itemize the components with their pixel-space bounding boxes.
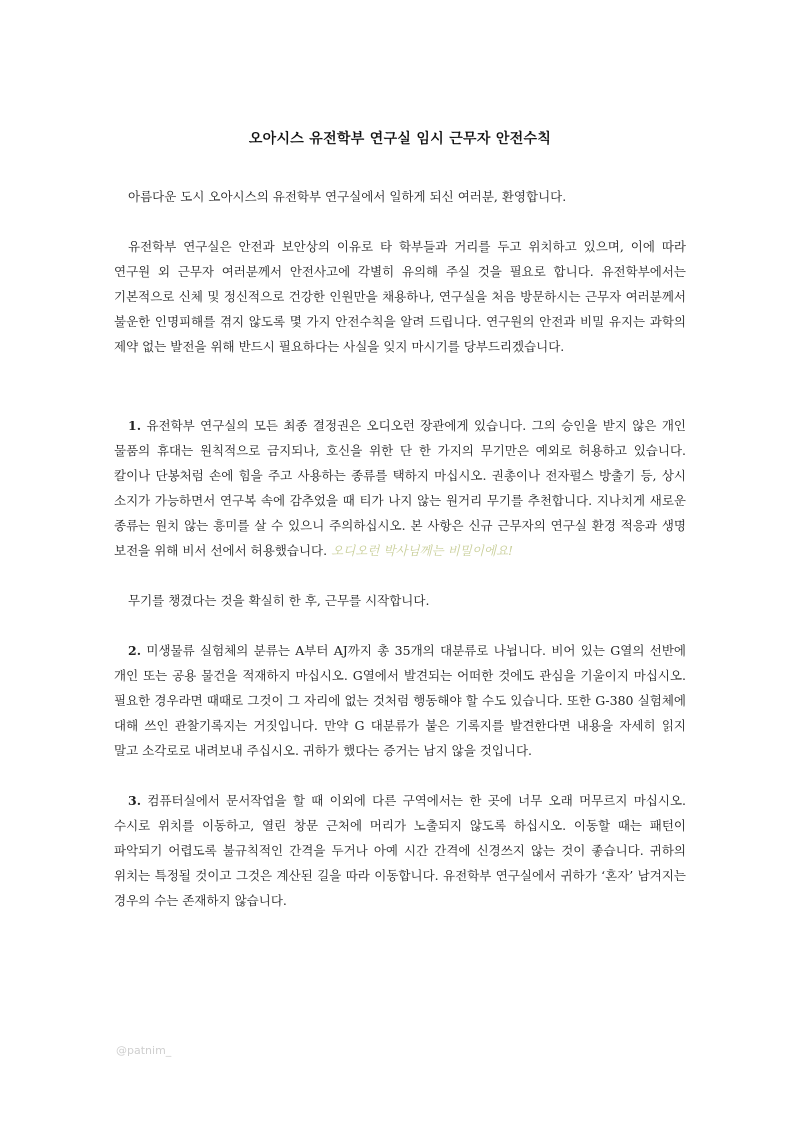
greeting-paragraph: 아름다운 도시 오아시스의 유전학부 연구실에서 일하게 되신 여러분, 환영합니다. (128, 189, 567, 204)
document-page (114, 128, 686, 913)
rule-1-hidden-note: 오디오런 박사님께는 비밀이에요! (331, 543, 514, 558)
rule-2-text: 미생물류 실험체의 분류는 A부터 AJ까지 총 35개의 대분류로 나뉩니다. 비어 있는 G열의 선반에 개인 또는 공용 물건을 적재하지 마십시오. G열에서 발견되는 어떠한 것에도 관심을 기울이지 마십시오. 필요한 경우라면 때때로 그것이 그 자리에 없는 것처럼 행동해야 할 수도 있습니다. 또한 G-380 실험체에 대해 쓰인 관찰기록지는 거짓입니다. 만약 G 대분류가 붙은 기록지를 발견한다면 내용을 자세히 읽지 말고 소각로로 내려보내 주십시오. 귀하가 했다는 증거는 남지 않을 것입니다. (114, 643, 686, 758)
document-title: 오아시스 유전학부 연구실 임시 근무자 안전수칙 (248, 131, 552, 147)
rule-2-number: 2. (128, 643, 142, 658)
rule-3-number: 3. (128, 793, 142, 808)
interlude-paragraph: 무기를 챙겼다는 것을 확실히 한 후, 근무를 시작합니다. (128, 593, 430, 608)
rule-2-paragraph (114, 638, 686, 763)
rule-1-paragraph (114, 413, 686, 563)
rule-3-paragraph (114, 788, 686, 913)
rule-1-number: 1. (128, 418, 142, 433)
rule-1-text: 유전학부 연구실의 모든 최종 결정권은 오디오런 장관에게 있습니다. 그의 승인을 받지 않은 개인 물품의 휴대는 원칙적으로 금지되나, 호신을 위한 단 한 가지의 무기만은 예외로 허용하고 있습니다. 칼이나 단봉처럼 손에 힘을 주고 사용하는 종류를 택하지 마십시오. 권총이나 전자펄스 방출기 등, 상시 소지가 가능하면서 연구복 속에 감추었을 때 티가 나지 않는 원거리 무기를 추천합니다. 지나치게 새로운 종류는 원치 않는 흥미를 살 수 있으니 주의하십시오. 본 사항은 신규 근무자의 연구실 환경 적응과 생명 보전을 위해 비서 선에서 허용했습니다. (114, 418, 686, 558)
author-watermark: @patnim_ (116, 1044, 172, 1057)
rule-3-text: 컴퓨터실에서 문서작업을 할 때 이외에 다른 구역에서는 한 곳에 너무 오래 머무르지 마십시오. 수시로 위치를 이동하고, 열린 창문 근처에 머리가 노출되지 않도록 하십시오. 이동할 때는 패턴이 파악되기 어렵도록 불규칙적인 간격을 두거나 아예 시간 간격에 신경쓰지 않는 것이 좋습니다. 귀하의 위치는 특정될 것이고 그것은 계산된 길을 따라 이동합니다. 유전학부 연구실에서 귀하가 ‘혼자’ 남겨지는 경우의 수는 존재하지 않습니다. (114, 793, 686, 908)
intro-paragraph: 유전학부 연구실은 안전과 보안상의 이유로 타 학부들과 거리를 두고 위치하고 있으며, 이에 따라 연구원 외 근무자 여러분께서 안전사고에 각별히 유의해 주실 것을 필요로 합니다. 유전학부에서는 기본적으로 신체 및 정신적으로 건강한 인원만을 채용하나, 연구실을 처음 방문하시는 근무자 여러분께서 불운한 인명피해를 겪지 않도록 몇 가지 안전수칙을 알려 드립니다. 연구원의 안전과 비밀 유지는 과학의 제약 없는 발전을 위해 반드시 필요하다는 사실을 잊지 마시기를 당부드리겠습니다. (114, 239, 686, 354)
